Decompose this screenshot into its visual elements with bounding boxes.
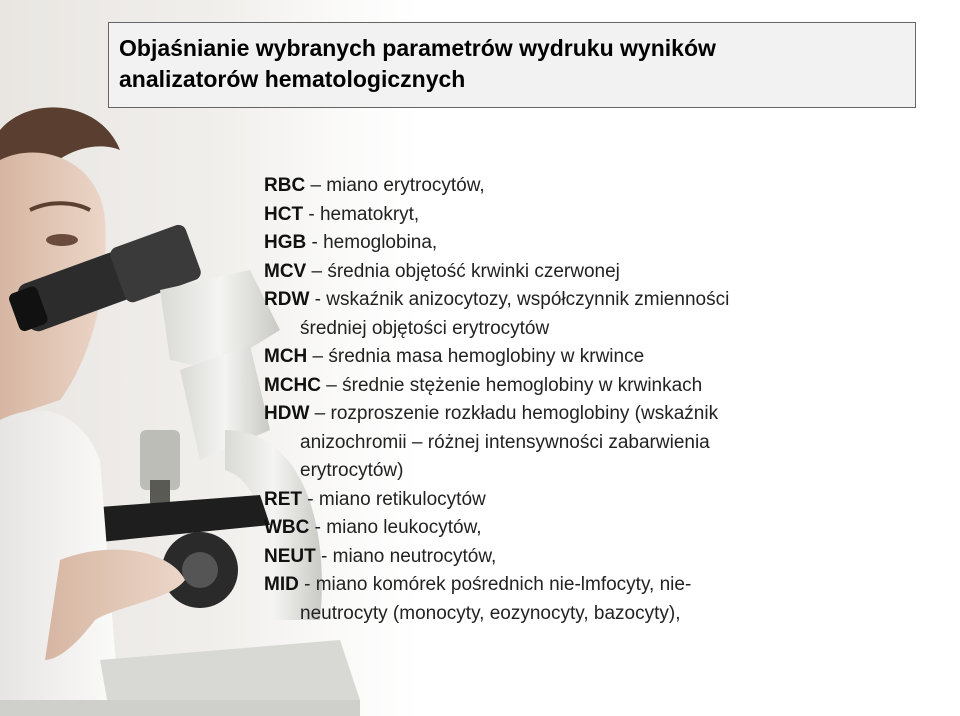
parameter-item (264, 172, 944, 201)
title-line-2: analizatorów hematologicznych (119, 66, 466, 92)
parameter-item (264, 201, 944, 230)
parameter-description: – średnia masa hemoglobiny w krwince (307, 346, 645, 367)
parameter-item (264, 514, 944, 543)
parameter-description: - miano komórek pośrednich nie-lmfocyty, nie- (298, 574, 692, 595)
parameter-item (264, 286, 944, 343)
parameter-description: - hematokryt, (303, 203, 420, 225)
parameter-description-continued: anizochromii – różnej intensywności zabarwienia (300, 431, 710, 453)
parameter-description: – rozproszenie rozkładu hemoglobiny (wskaźnik (309, 403, 719, 424)
parameter-description: - hemoglobina, (306, 232, 438, 253)
parameter-description-continued: neutrocyty (monocyty, eozynocyty, bazocyty), (300, 602, 681, 624)
parameter-abbreviation: NEUT (264, 545, 316, 567)
parameter-abbreviation: MCV (264, 260, 307, 282)
parameter-item (264, 372, 944, 401)
title-line-1: Objaśnianie wybranych parametrów wydruku wyników (119, 35, 716, 61)
title-box (108, 22, 916, 108)
slide-title (119, 33, 716, 95)
parameter-abbreviation: RET (264, 488, 302, 510)
parameter-item (264, 229, 944, 258)
parameter-item (264, 258, 944, 287)
parameter-abbreviation: MID (264, 574, 299, 595)
parameter-abbreviation: MCH (264, 346, 308, 367)
parameter-description: – średnie stężenie hemoglobiny w krwinkach (321, 374, 703, 396)
parameter-abbreviation: HDW (264, 403, 310, 424)
parameter-description: – średnia objętość krwinki czerwonej (306, 260, 620, 282)
parameter-description: - miano retikulocytów (302, 488, 486, 510)
parameter-description-continued: erytrocytów) (300, 460, 404, 481)
parameter-description-continued: średniej objętości erytrocytów (300, 317, 550, 339)
parameter-item (264, 486, 944, 515)
parameter-item (264, 400, 944, 486)
parameter-abbreviation: RDW (264, 289, 310, 310)
parameter-description: - miano neutrocytów, (315, 545, 497, 567)
parameter-abbreviation: WBC (264, 517, 310, 538)
parameter-description: - wskaźnik anizocytozy, współczynnik zmienności (309, 289, 730, 310)
parameter-list (264, 172, 944, 628)
parameter-description: – miano erytrocytów, (305, 175, 485, 196)
parameter-abbreviation: RBC (264, 175, 306, 196)
parameter-description: - miano leukocytów, (309, 517, 482, 538)
parameter-abbreviation: HGB (264, 232, 307, 253)
parameter-abbreviation: HCT (264, 203, 304, 225)
parameter-item (264, 343, 944, 372)
parameter-item (264, 571, 944, 628)
parameter-item (264, 543, 944, 572)
parameter-abbreviation: MCHC (264, 374, 321, 396)
